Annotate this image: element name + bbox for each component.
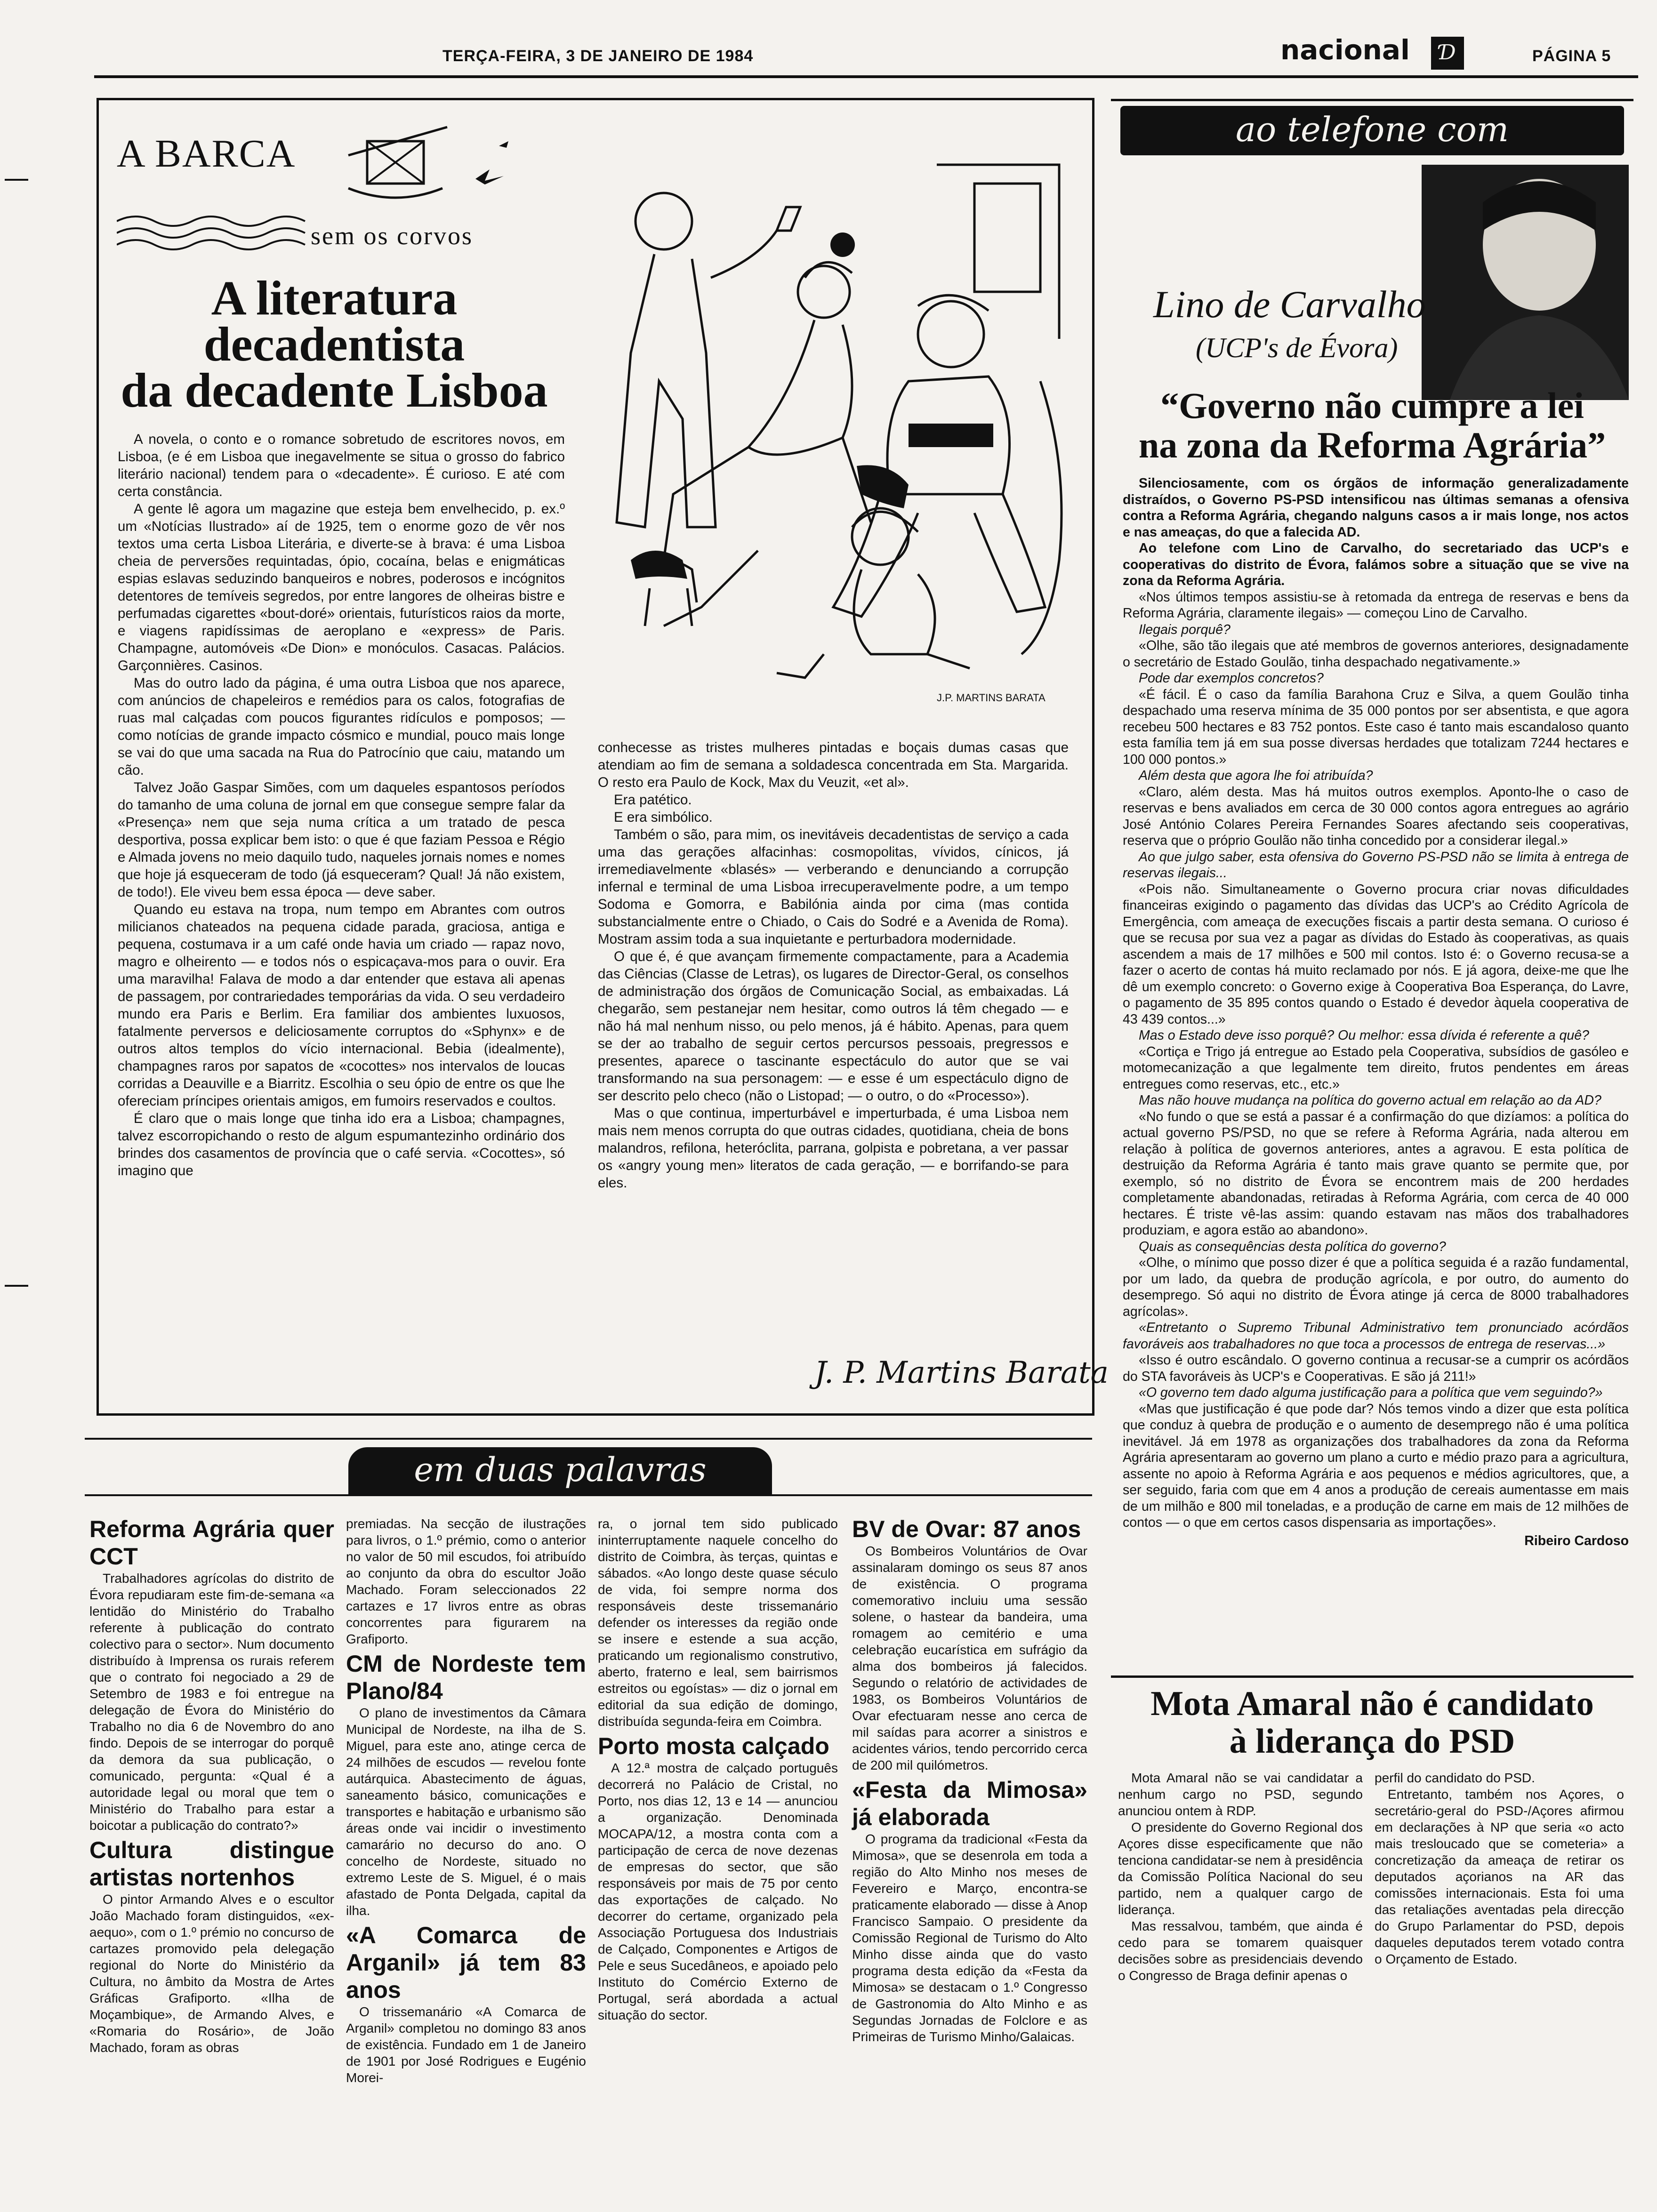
byline: Ribeiro Cardoso <box>1524 1533 1629 1548</box>
telefone-top-rule <box>1111 99 1633 101</box>
question: Pode dar exemplos concretos? <box>1139 671 1324 686</box>
brief-paragraph: O programa da tradicional «Festa da Mimosa», que se desenrola em toda a região do Alto Minho nos meses de Fevereiro e Março, encontra-se praticamente elaborado — disse à Anop Francisco Sampaio. O presidente da Comissão Regional de Turismo do Alto Minho disse ainda que do vasto programa desta edição da «Festa da Mimosa» se destacam o 1.º Congresso de Gastronomia do Alto Minho e as Segundas Jornadas de Folclore e as Primeiras de Turismo Minho/Galaicas. <box>852 1832 1087 2044</box>
question: Ao que julgo saber, esta ofensiva do Governo PS-PSD não se limita à entrega de reservas ilegais... <box>1123 849 1629 881</box>
paragraph: A gente lê agora um magazine que esteja bem envelhecido, p. ex.º um «Notícias Ilustrado» aí de 1925, tem o enorme gozo de vêr nos textos uma certa Lisboa Literária, e diverte-se à brava: é uma Lisboa cheia de perversões requintadas, ópio, cocaína, belas e enigmáticas espias eslavas seduzindo banqueiros e nobres, poderosos e incógnitos detentores de temíveis segredos, por entre langores de olheiras bistre e perfumadas cigarettes «bout-doré» orientais, futurísticos raios da morte, e viagens rapidíssimas de aeroplano e «express» de Paris. Champagne, automóveis «De Dion» e monóculos. Casacas. Palácios. Garçonnières. Casinos. <box>118 501 565 673</box>
brief-headline: BV de Ovar: 87 anos <box>852 1516 1081 1542</box>
header-rule <box>94 75 1638 78</box>
paragraph: O presidente do Governo Regional dos Açores disse especificamente que não tenciona candidatar-se nem à presidência da Comissão Política Nacional do seu partido, nem a qualquer cargo de liderança. <box>1118 1820 1363 1917</box>
brief-paragraph: O trissemanário «A Comarca de Arganil» completou no domingo 83 anos de existência. Fundado em 1 de Janeiro de 1901 por José Rodrigues e Eugénio Morei- <box>346 2004 586 2085</box>
paragraph: E era simbólico. <box>614 809 713 825</box>
answer: «Olhe, o mínimo que posso dizer é que a política seguida é a razão fundamental, por um lado, da quebra de produção agrícola, e por outro, do aumento do desemprego. Só aqui no distrito de Évora atinge já cerca de 8000 trabalhadores agrícolas». <box>1123 1255 1629 1319</box>
portrait-icon <box>1422 165 1629 400</box>
newspaper-logo-icon: Ɗ <box>1431 37 1464 70</box>
paragraph: Talvez João Gaspar Simões, com um daqueles espantosos períodos do tamanho de uma coluna de jornal em que consegue sempre falar da «Presença» nem que seja numa crítica a um tratado de pesca desportiva, possa explicar bem isto: o que é que faziam Pessoa e Régio e Almada jovens no meio daquilo tudo, naqueles jornais nomes e nomes que hoje já esqueceram de todo (já esqueceram? Qual! Já não existem, de todo!). Ele viveu bem essa época — deve saber. <box>118 780 565 900</box>
question: Além desta que agora lhe foi atribuída? <box>1139 768 1373 783</box>
paragraph: Entretanto, também nos Açores, o secretário-geral do PSD-/Açores afirmou em declarações à NP que seria «o acto mais tresloucado que se cometeria» a concretização da ameaça de retirar os deputados açorianos na AR das comissões internacionais. Esta foi uma das retaliações aventadas pela direcção do Grupo Parlamentar do PSD, depois daqueles deputados terem votado contra o Orçamento de Estado. <box>1375 1787 1624 1966</box>
answer: «Nos últimos tempos assistiu-se à retomada da entrega de reservas e bens da Reforma Agrária, claramente ilegais» — começou Lino de Carvalho. <box>1123 589 1629 621</box>
answer: «Mas que justificação é que pode dar? Nós temos vindo a dizer que esta política que conduz à quebra de produção e o aumento de desemprego não é uma política inevitável. Já em 1978 as organizações dos trabalhadores da zona da Reforma Agrária apresentaram ao governo um plano a curto e médio prazo para a agricultura, assente no apoio à Reforma Agrária e aos pequenos e médios agricultores, que, a ser seguido, faria com que em 4 anos a produção de cereais aumentasse em mais de um milhão e 800 mil toneladas, e a produção de carne em mais de 12 milhões de contos — o que em certos casos dispensaria as importações». <box>1123 1401 1629 1530</box>
paragraph: É claro que o mais longe que tinha ido era a Lisboa; champagnes, talvez escorropichando o resto de algum espumantezinho ordinário dos brindes dos casamentos de província que o café servia. «Cocottes», só imagino que <box>118 1111 565 1178</box>
question: «O governo tem dado alguma justificação para a política que vem seguindo?» <box>1139 1385 1603 1400</box>
brief-headline: CM de Nordeste tem Plano/84 <box>346 1651 586 1704</box>
duas-column-3 <box>598 1515 838 2023</box>
answer: «Claro, além desta. Mas há muitos outros exemplos. Aponto-lhe o caso de reservas e bens avaliados em cerca de 30 000 contos agora entregues ao agrário José António Colares Pereira Fernandes Soares afectando seis cooperativas, reserva que o próprio Goulão não tinha concedido por a considerar ilegal.» <box>1123 784 1629 848</box>
mota-top-rule <box>1111 1675 1633 1678</box>
duas-column-2 <box>346 1515 586 2086</box>
interviewee-photo <box>1422 165 1629 400</box>
brief-paragraph: Os Bombeiros Voluntários de Ovar assinalaram domingo os seus 87 anos de existência. O programa comemorativo incluiu uma sessão solene, o hastear da bandeira, uma romagem ao cemitério e uma celebração eucarística em sufrágio da alma dos bombeiros já falecidos. Segundo o relatório de actividades de 1983, os Bombeiros Voluntários de Ovar efectuaram nesse ano cerca de mil saídas para acorrer a sinistros e acidentes vários, tendo percorrido cerca de 200 mil quilómetros. <box>852 1544 1087 1772</box>
barca-column-1 <box>118 431 565 1179</box>
barca-column-2 <box>598 739 1069 1192</box>
brief-headline: «Festa da Mimosa» já elaborada <box>852 1777 1087 1830</box>
mota-column-2 <box>1375 1770 1624 1967</box>
margin-mark <box>5 179 28 181</box>
answer: «Pois não. Simultaneamente o Governo procura criar novas dificuldades financeiras exigindo o pagamento das dívidas das UCP's ao Crédito Agrícola de Emergência, com ameaça de execuções fiscais a partir desta semana. O curioso é que se recusa por sua vez a pagar as dívidas do Estado às cooperativas, as quais ascendem a mais de 17 milhões e 500 mil contos. Isto é: o Governo recusa-se a fazer o acerto de contas há muito reclamado por nós. E já agora, deixe-me que lhe dê um exemplo concreto: o Governo exige à Cooperativa Boa Esperança, do Lavre, o pagamento de 35 895 contos quando o Estado é devedor àquela cooperativa de 43 439 contos...» <box>1123 882 1629 1027</box>
barca-headline-line: A literatura <box>211 271 458 325</box>
brief-paragraph: O pintor Armando Alves e o escultor João Machado foram distinguidos, «ex-aequo», com o 1.º prémio no concurso de cartazes promovido pela delegação regional do Norte do Ministério da Cultura, no âmbito da Mostra de Artes Gráficas Grafiporto. «Ilha de Moçambique», de Armando Alves, e «Romaria do Rosário», de João Machado, foram as obras <box>89 1892 334 2055</box>
barca-masthead-subtitle: sem os corvos <box>311 222 473 250</box>
paragraph: Mas do outro lado da página, é uma outra Lisboa que nos aparece, com anúncios de chapeleiros e remédios para os calos, fotografias de ruas mal calçadas com poucos figurantes ridículos e pomposos; — como notícias de grande impacto cósmico e mundial, pouco mais longe se vai do que uma sacada na Rua do Patrocínio que caiu, matando um cão. <box>118 675 565 778</box>
paragraph: A novela, o conto e o romance sobretudo de escritores novos, em Lisboa, (e é em Lisboa que inegavelmente se situa o grosso do fabrico literário nacional) tendem para o «decadente». É curioso. E até com certa constância. <box>118 432 565 499</box>
interviewee-affiliation: (UCP's de Évora) <box>1196 332 1398 363</box>
duas-banner: em duas palavras <box>348 1447 772 1494</box>
telefone-headline <box>1113 386 1631 465</box>
brief-paragraph: Trabalhadores agrícolas do distrito de Évora repudiaram este fim-de-semana «a lentidão do Ministério do Trabalho referente à publicação do contrato colectivo para o sector». Num documento distribuído à Imprensa os rurais referem que o contrato foi negociado a 29 de Setembro de 1983 e foi entregue na delegação de Évora do Ministério do Trabalho no dia 6 de Novembro do ano findo. Depois de se interrogar do porquê da demora da sua publicação, o comunicado, pergunta: «Qual é a autoridade legal ou moral que tem o Ministério do Trabalho para estar a boicotar a publicação do contrato?» <box>89 1571 334 1833</box>
brief-headline: «A Comarca de Arganil» já tem 83 anos <box>346 1922 586 2003</box>
duas-column-1 <box>89 1515 334 2056</box>
brief-paragraph: ra, o jornal tem sido publicado ininterruptamente naquele concelho do distrito de Coimbra, às terças, quintas e sábados. «Ao longo deste quase século de vida, foi sempre norma dos responsáveis deste trissemanário defender os interesses da região onde se insere e estende a sua acção, praticando um regionalismo construtivo, aberto, fraterno e leal, sem bairrismos estreitos ou egoístas» — diz o jornal em editorial da sua edição de domingo, distribuída segunda-feira em Coimbra. <box>598 1516 838 1729</box>
barca-headline-line: decadentista <box>203 317 465 371</box>
paragraph: Mota Amaral não se vai candidatar a nenhum cargo no PSD, segundo anunciou ontem à RDP. <box>1118 1771 1363 1818</box>
page-number: PÁGINA 5 <box>1532 47 1611 65</box>
telefone-body <box>1123 475 1629 1549</box>
question: «Entretanto o Supremo Tribunal Administrativo tem pronunciado acórdãos favoráveis aos trabalhadores no que toca a processos de entrega de reservas...» <box>1123 1320 1629 1352</box>
answer: «Isso é outro escândalo. O governo continua a recusar-se a cumprir os acórdãos do STA favoráveis às UCP's e Cooperativas. E são já 211!» <box>1123 1353 1629 1384</box>
answer: «No fundo o que se está a passar é a confirmação do que dizíamos: a política do actual governo PS/PSD, no que se refere à Reforma Agrária, nada alterou em relação à política de governos anteriores, antes a agravou. E esta política de destruição da Reforma Agrária é tanto mais grave quanto se permite que, por exemplo, só no distrito de Évora se encontrem mais de 200 herdades completamente abandonadas, retiradas à Reforma Agrária, com cerca de 40 000 hectares. É triste vê-las assim: quando estavam nas mãos dos trabalhadores produziam, e agora estão ao abandono». <box>1123 1109 1629 1238</box>
duas-column-4 <box>852 1515 1087 2045</box>
question: Mas não houve mudança na política do governo actual em relação ao da AD? <box>1139 1093 1601 1108</box>
issue-date: TERÇA-FEIRA, 3 DE JANEIRO DE 1984 <box>442 47 754 65</box>
section-name: nacional <box>1280 34 1410 66</box>
paragraph: Quando eu estava na tropa, num tempo em Abrantes com outros milicianos chateados na pequena cidade parada, graciosa, antiga e pequena, costumava ir a um café onde havia um criado — rapaz novo, magro e olheirento — e todos nós o espicaçava-mos para o ouvir. Era uma maravilha! Falava de modo a dar entender que estava ali apenas de passagem, por contrariedades temporárias da vida. O seu verdadeiro mundo era Paris e Berlim. Era familiar dos ambientes luxuosos, fatalmente perversos e deliciosamente corruptos do «Sphynx» e de outros altos templos do vício internacional. Bebia (idealmente), champagnes raros por sapatos de «cocottes» nos intervalos de loucas corridas a Deauville e a Biarritz. Escolhia o seu ópio de entre os que lhe ofereciam príncipes orientais amigos, em fumoirs reservados e coultos. <box>118 902 565 1109</box>
question: Mas o Estado deve isso porquê? Ou melhor: essa dívida é referente a quê? <box>1139 1028 1589 1043</box>
barca-headline-line: da decadente Lisboa <box>121 363 548 417</box>
brief-paragraph: premiadas. Na secção de ilustrações para livros, o 1.º prémio, como o anterior no valor de 50 mil escudos, foi atribuído ao conjunto da obra do escultor João Machado. Foram seleccionados 22 cartazes e 17 livros entre as obras concorrentes para figurarem na Grafiporto. <box>346 1516 586 1646</box>
brief-paragraph: O plano de investimentos da Câmara Municipal de Nordeste, na ilha de S. Miguel, para este ano, atinge cerca de 24 milhões de escudos — revelou fonte autárquica. Abastecimento de águas, saneamento básico, comunicações e transportes e habitação e urbanismo são áreas onde vai incidir o investimento camarário no decurso do ano. O concelho de Nordeste, situado no extremo Leste de S. Miguel, é o mais afastado de Ponta Delgada, capital da ilha. <box>346 1706 586 1918</box>
margin-mark <box>5 1285 28 1287</box>
paragraph: Mas ressalvou, também, que ainda é cedo para se tomarem quaisquer decisões sobre as presidenciais devendo o Congresso de Braga definir apenas o <box>1118 1919 1363 1983</box>
lead-paragraph: Silenciosamente, com os órgãos de informação generalizadamente distraídos, o Governo PS-PSD intensificou nas últimas semanas a ofensiva contra a Reforma Agrária, chegando nalguns casos a ir mais longe, nos actos e nas ameaças, do que a falecida AD. <box>1123 476 1629 540</box>
telefone-banner: ao telefone com <box>1120 106 1624 155</box>
author-signature: J. P. Martins Barata <box>814 1355 1109 1390</box>
answer: «Cortiça e Trigo já entregue ao Estado pela Cooperativa, subsídios de gasóleo e motomecanização a que legalmente tem direito, frutos pendentes em áreas entregues como reservas, etc., etc.» <box>1123 1044 1629 1092</box>
mota-column-1 <box>1118 1770 1363 1984</box>
question: Ilegais porquê? <box>1139 622 1231 637</box>
mota-headline-line: Mota Amaral não é candidato <box>1150 1684 1594 1723</box>
telefone-headline-line: na zona da Reforma Agrária” <box>1138 425 1606 465</box>
answer: «É fácil. É o caso da família Barahona Cruz e Silva, a quem Goulão tinha despachado uma reserva mínima de 35 000 pontos por ser absentista, e que agora recebeu 500 hectares e 83 752 pontos. Este caso é tanto mais escandaloso quanto esta família tem já em sua posse diversas herdades que totalizam 7244 hectares e 100 000 pontos.» <box>1123 687 1629 767</box>
paragraph: Mas o que continua, imperturbável e imperturbada, é uma Lisboa nem mais nem menos corrupta do que outras cidades, quotidiana, cheia de bons malandros, refilona, heteróclita, parrana, golpista e pobretana, a ver passar os «angry young men» literatos de cada geração, — e borrifando-se para eles. <box>598 1106 1069 1191</box>
barca-headline <box>118 271 551 417</box>
illustration-signature: J.P. MARTINS BARATA <box>937 692 1046 704</box>
question: Quais as consequências desta política do governo? <box>1139 1239 1446 1254</box>
paragraph: conhecesse as tristes mulheres pintadas e boçais dumas casas que atendiam ao fim de semana a soldadesca concentrada em Sta. Margarida. O resto era Paulo de Kock, Max du Veuzit, «et al». <box>598 740 1069 790</box>
paragraph: Também o são, para mim, os inevitáveis decadentistas de serviço a cada uma das gerações alfacinhas: cosmopolitas, vívidos, cínicos, já irremediavelmente «blasés» — verberando e denunciando a corrupção infernal e terminal de uma Lisboa irrecuperavelmente podre, a um tempo Sodoma e Gomorra, e Babilónia ainda por cima (mas contida substancialmente entre o Chiado, o Cais do Sodré e a Avenida de Roma). Mostram assim toda a sua inquietante e perturbadora modernidade. <box>598 827 1069 947</box>
brief-headline: Cultura distingue artistas nortenhos <box>89 1837 334 1891</box>
barca-masthead: A BARCA <box>117 132 296 176</box>
paragraph: Era patético. <box>614 792 692 808</box>
brief-headline: Porto mosta calçado <box>598 1733 829 1759</box>
brief-headline: Reforma Agrária quer CCT <box>89 1516 334 1570</box>
paragraph: perfil do candidato do PSD. <box>1375 1771 1535 1785</box>
brief-paragraph: A 12.ª mostra de calçado português decorrerá no Palácio de Cristal, no Porto, nos dias 12, 13 e 14 — anunciou a organização. Denominada MOCAPA/12, a mostra conta com a participação de cerca de nove dezenas de empresas do sector, que são responsáveis por mais de 75 por cento das exportações de calçado. No decorrer do certame, organizado pela Associação Portuguesa dos Industriais de Calçado, Componentes e Artigos de Pele e seus Sucedâneos, e apoiado pelo Instituto do Comércio Externo de Portugal, será abordada a actual situação do sector. <box>598 1761 838 2022</box>
mota-headline-line: à liderança do PSD <box>1229 1722 1515 1761</box>
telefone-headline-line: “Governo não cumpre a lei <box>1160 385 1584 426</box>
mota-headline <box>1111 1685 1633 1760</box>
lead-paragraph: Ao telefone com Lino de Carvalho, do secretariado das UCP's e cooperativas do distrito de Évora, falámos sobre a situação que se vive na zona da Reforma Agrária. <box>1123 541 1629 588</box>
answer: «Olhe, são tão ilegais que até membros de governos anteriores, designadamente o secretário de Estado Goulão, tinha despachado negativamente.» <box>1123 638 1629 670</box>
duas-top-rule <box>85 1438 1092 1440</box>
interviewee-name: Lino de Carvalho <box>1153 283 1426 326</box>
paragraph: O que é, é que avançam firmemente compactamente, para a Academia das Ciências (Classe de Letras), os lugares de Director-Geral, os conselhos de administração dos órgãos de Comunicação Social, as embaixadas. Lá chegarão, sem pestanejar nem hesitar, como outros lá têm chegado — e não há mal nenhum nisso, ou pelo menos, já é hábito. Apenas, para quem se der ao trabalho de seguir certos percursos pessoais, pregressos e presentes, aparece o tascinante espectáculo do autor que se vai transformando na sua personagem: — e esse é um espectáculo digno de ser descrito pelo checo (não o Listopad; — o outro, o do «Processo»). <box>598 949 1069 1104</box>
illustration-drawing <box>579 136 1078 725</box>
duas-bottom-rule <box>85 1494 1092 1496</box>
